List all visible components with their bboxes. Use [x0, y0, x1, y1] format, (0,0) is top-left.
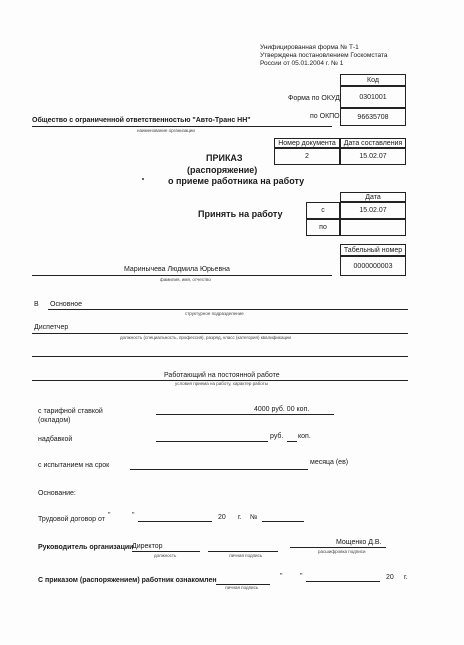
- codes-head: Код: [340, 74, 406, 86]
- unit-value: Основное: [50, 301, 83, 308]
- okpo-value: 96635708: [340, 108, 406, 126]
- bonus-kop: коп.: [298, 433, 311, 440]
- head-label: Руководитель организации: [38, 544, 134, 551]
- ack-g: г.: [404, 574, 408, 581]
- org-caption: наименование организации: [137, 128, 195, 133]
- position-line: [32, 333, 408, 334]
- title-order-sub: (распоряжение): [187, 165, 258, 175]
- conditions-caption: условия приема на работу, характер работы: [175, 381, 268, 386]
- conditions-value: Работающий на постоянной работе: [164, 372, 280, 379]
- docdate-head: Дата составления: [340, 138, 406, 148]
- basis-number-sign: №: [250, 514, 258, 521]
- title-order: ПРИКАЗ: [206, 153, 243, 163]
- head-name: Мощенко Д.В.: [336, 539, 382, 546]
- ack-label: С приказом (распоряжением) работник ознакомлен: [38, 577, 217, 584]
- head-post-caption: должность: [154, 553, 177, 558]
- hire-from-value: 15.02.07: [340, 202, 406, 219]
- bonus-rub: руб.: [270, 433, 284, 440]
- hire-label: Принять на работу: [198, 209, 283, 219]
- position-caption: должность (специальность, профессия), разряд, класс (категория) квалификации: [120, 335, 292, 340]
- salary-value: 4000 руб. 00 коп.: [254, 406, 310, 413]
- hire-from-label: с: [306, 202, 340, 219]
- form-header-line3: России от 05.01.2004 г. № 1: [260, 60, 344, 67]
- employee-name: Маринычева Людмила Юрьевна: [124, 266, 230, 273]
- ack-year: 20: [386, 574, 394, 581]
- unit-caption: структурное подразделение: [185, 311, 244, 316]
- org-line: [32, 126, 332, 127]
- bonus-label: надбавкой: [38, 436, 73, 443]
- ack-date-line: [306, 581, 380, 582]
- basis-number-line: [262, 521, 304, 522]
- head-post-line: [132, 551, 200, 552]
- head-sign-caption: личная подпись: [229, 553, 263, 558]
- ack-quote-open: ": [280, 573, 283, 580]
- hire-date-head: Дата: [340, 192, 406, 202]
- employee-line: [32, 275, 332, 276]
- okud-value: 0301001: [340, 86, 406, 108]
- org-name: Общество с ограниченной ответственностью "Авто-Транс НН": [32, 117, 251, 124]
- okpo-label: по ОКПО: [310, 113, 340, 120]
- probation-suffix: месяца (ев): [310, 459, 349, 466]
- form-header-line2: Утверждена постановлением Госкомстата: [260, 52, 388, 59]
- unit-line: [48, 309, 408, 310]
- hire-to-value: [340, 219, 406, 236]
- okud-label: Форма по ОКУД: [288, 95, 340, 102]
- docnum-value: 2: [274, 148, 340, 165]
- position-line-2: [32, 356, 408, 357]
- probation-line: [130, 469, 308, 470]
- tab-number-value: 0000000003: [340, 256, 406, 276]
- basis-contract: Трудовой договор от: [38, 516, 105, 523]
- docdate-value: 15.02.07: [340, 148, 406, 165]
- basis-year: 20: [218, 514, 226, 521]
- basis-quote-close: ": [132, 512, 135, 519]
- speck: [142, 178, 144, 180]
- salary-line: [156, 414, 334, 415]
- basis-g: г.: [238, 514, 242, 521]
- salary-label-2: (окладом): [38, 417, 71, 424]
- basis-quote-open: ": [108, 512, 111, 519]
- ack-sign-caption: личная подпись: [225, 585, 259, 590]
- hire-to-label: по: [306, 219, 340, 236]
- head-name-line: [290, 547, 386, 548]
- head-sign-line: [208, 551, 278, 552]
- bonus-rub-line: [156, 441, 268, 442]
- probation-label: с испытанием на срок: [38, 462, 110, 469]
- employee-caption: фамилия, имя, отчество: [160, 277, 211, 282]
- ack-quote-close: ": [300, 573, 303, 580]
- head-post: Директор: [132, 543, 163, 550]
- basis-date-line: [138, 521, 212, 522]
- form-header-line1: Унифицированная форма № Т-1: [260, 44, 359, 51]
- head-name-caption: расшифровка подписи: [318, 549, 366, 554]
- docnum-head: Номер документа: [274, 138, 340, 148]
- title-order-subject: о приеме работника на работу: [168, 176, 305, 186]
- unit-prefix: В: [34, 301, 39, 308]
- tab-number-head: Табельный номер: [340, 244, 406, 256]
- salary-label: с тарифной ставкой: [38, 408, 103, 415]
- position-value: Диспетчер: [34, 324, 69, 331]
- basis-label: Основание:: [38, 490, 76, 497]
- bonus-kop-line: [287, 441, 297, 442]
